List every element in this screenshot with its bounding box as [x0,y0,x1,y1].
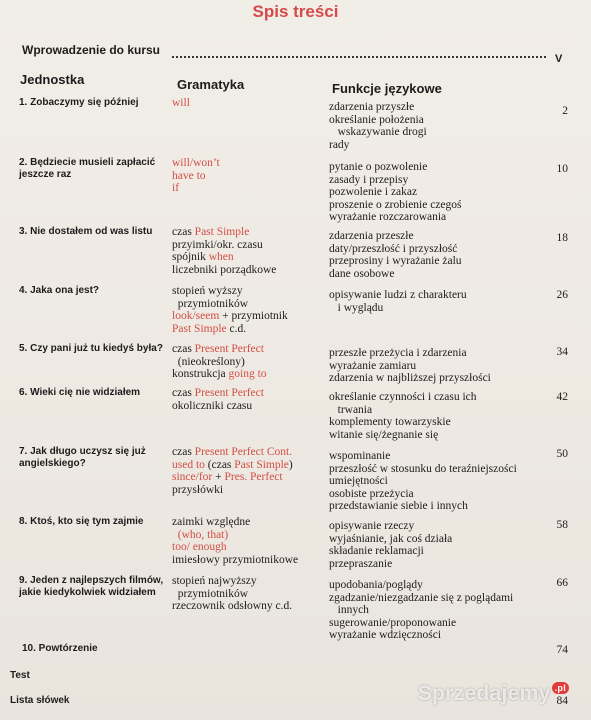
function-line: określanie położenia [329,113,424,126]
functions-cell [329,289,467,314]
functions-cell [329,101,427,151]
function-line: określanie czynności i czasu ich [329,391,477,403]
grammar-line [172,400,264,413]
grammar-text: rzeczownik odsłowny c.d. [172,600,293,612]
function-line: pytanie o pozwolenie [329,161,428,173]
grammar-text: will/won’t [172,157,220,169]
grammar-line [172,323,288,336]
grammar-line [172,239,276,252]
grammar-text: have to [172,169,206,182]
function-line: zgadzanie/niezgadzanie się z poglądami [329,591,514,604]
grammar-text: stopień najwyższy [172,575,257,587]
function-line: przeprosiny i wyrażanie żalu [329,255,462,267]
page-number: 34 [556,346,568,358]
grammar-cell [172,285,288,335]
grammar-text: Past Simple [172,322,227,335]
grammar-cell [172,516,298,566]
grammar-text: if [172,182,180,194]
function-line: komplementy towarzyskie [329,416,451,428]
functions-cell [329,230,462,280]
functions-cell [329,391,477,441]
page-number: 10 [556,163,568,175]
grammar-line [172,264,276,277]
grammar-text: + [212,471,225,483]
grammar-line [172,588,292,601]
function-line: umiejętności [329,475,388,487]
grammar-line [172,471,293,484]
grammar-line [172,97,190,110]
grammar-text: przyimki/okr. czasu [172,238,263,251]
grammar-cell [172,157,220,195]
tail-row-label: Lista słówek [10,695,70,706]
function-line: przedstawianie siebie i innych [329,500,468,512]
watermark-logo: Sprzedajemy .pl [418,682,569,706]
grammar-text: (czas [204,458,235,471]
function-line: zdarzenia przyszłe [329,101,415,113]
unit-title: 3. Nie dostałem od was listu [19,226,153,237]
grammar-line [172,356,267,369]
grammar-line [172,368,267,381]
grammar-cell [172,97,190,110]
grammar-cell [172,226,276,276]
function-line: zdarzenia w najbliższej przyszłości [329,372,491,384]
function-line: zdarzenia przeszłe [329,230,414,242]
grammar-line [172,170,220,183]
grammar-text: too/ enough [172,541,227,553]
unit-title: 7. Jak długo uczysz się już angielskiego? [19,446,146,469]
unit-title: 1. Zobaczymy się później [19,97,139,108]
grammar-text: czas [172,387,195,399]
grammar-text: look/seem [172,310,220,322]
page-number: 26 [556,289,568,301]
function-line: opisywanie rzeczy [329,520,415,532]
grammar-text: zaimki względne [172,516,251,528]
grammar-line [172,446,293,459]
header-functions: Funkcje językowe [332,81,442,96]
page-number: 58 [556,519,568,531]
page-number: 2 [562,105,568,117]
functions-cell [329,161,462,224]
grammar-text: okoliczniki czasu [172,399,253,412]
grammar-text: will [172,97,190,109]
function-line: i wyglądu [329,301,384,314]
tail-row-label: 10. Powtórzenie [22,643,98,654]
function-line: pozwolenie i zakaz [329,186,418,198]
tail-row-page: 74 [556,644,568,656]
grammar-text: used to [172,458,205,471]
grammar-cell [172,343,267,381]
grammar-cell [172,446,293,496]
function-line: osobiste przeżycia [329,487,414,500]
grammar-text: spójnik [172,251,209,263]
header-grammar: Gramatyka [177,77,245,92]
function-line: proszenie o zrobienie czegoś [329,198,462,211]
grammar-text: ) [288,458,293,471]
grammar-text: (nieokreślony) [172,355,245,368]
page-number: 66 [556,577,568,589]
function-line: opisywanie ludzi z charakteru [329,289,467,301]
grammar-term: going to [228,368,267,380]
grammar-text: c.d. [226,322,247,335]
grammar-text: since/for [172,471,213,483]
unit-title: 5. Czy pani już tu kiedyś była? [19,343,163,354]
function-line: dane osobowe [329,267,395,280]
grammar-line [172,516,298,529]
grammar-line [172,226,276,239]
grammar-cell [172,575,292,613]
function-line: trwania [329,403,373,416]
function-line: witanie się/żegnanie się [329,428,439,441]
function-line: innych [329,604,369,616]
tail-row-label: Test [10,670,30,681]
grammar-term: Past Simple [194,226,250,238]
intro-page: V [555,53,563,65]
grammar-text: (who, that) [172,528,229,541]
grammar-line [172,459,293,472]
functions-cell [329,450,517,513]
unit-title: 6. Wieki cię nie widziałem [19,387,141,398]
function-line: przeszłe przeżycia i zdarzenia [329,347,467,359]
grammar-text: czas [172,226,195,238]
function-line: składanie reklamacji [329,545,424,557]
grammar-line [172,285,288,298]
grammar-line [172,554,298,567]
grammar-line [172,310,288,323]
grammar-term: when [208,251,234,263]
function-line: wyrażanie wdzięczności [329,629,442,641]
function-line: przeszłość w stosunku do teraźniejszości [329,462,517,475]
grammar-text: liczebniki porządkowe [172,263,277,276]
grammar-text: czas [172,446,195,458]
function-line: wskazywanie drogi [329,126,427,138]
grammar-term: Present Perfect [194,387,264,399]
page-number: 42 [556,391,568,403]
grammar-line [172,157,220,170]
unit-title: 4. Jaka ona jest? [19,285,100,296]
grammar-text: przymiotników [172,297,249,310]
function-line: wspominanie [329,450,391,462]
unit-title: 9. Jeden z najlepszych filmów, jakie kiedykolwiek widziałem [19,575,164,598]
page-number: 50 [556,448,568,460]
unit-title: 2. Będziecie musieli zapłacić jeszcze raz [19,157,156,180]
grammar-line [172,600,292,613]
grammar-text: imiesłowy przymiotnikowe [172,553,299,566]
grammar-text: konstrukcja [172,368,229,380]
function-line: wyrażanie rozczarowania [329,211,447,223]
grammar-term: Past Simple [234,458,289,471]
dot-leader [172,46,546,58]
grammar-text: przymiotników [172,587,249,600]
function-line: zasady i przepisy [329,173,409,186]
grammar-text: stopień wyższy [172,285,243,297]
grammar-text: przysłówki [172,483,224,496]
grammar-line [172,298,288,311]
grammar-line [172,387,264,400]
function-line: daty/przeszłość i przyszłość [329,242,458,255]
function-line: przepraszanie [329,557,393,570]
functions-cell [329,347,491,385]
grammar-line [172,575,292,588]
functions-cell [329,520,452,570]
grammar-text: + przymiotnik [219,310,288,322]
header-unit: Jednostka [20,72,85,87]
function-line: upodobania/poglądy [329,579,423,591]
grammar-line [172,529,298,542]
functions-cell [329,579,513,642]
grammar-term: Present Perfect Cont. [194,446,293,458]
tail-row-page: 84 [556,695,568,707]
grammar-text: czas [172,343,195,355]
grammar-line [172,251,276,264]
grammar-line [172,541,298,554]
grammar-line [172,484,293,497]
intro-label: Wprowadzenie do kursu [22,43,161,57]
grammar-line [172,343,267,356]
grammar-cell [172,387,264,412]
page-number: 18 [556,232,568,244]
unit-title: 8. Ktoś, kto się tym zajmie [19,516,144,527]
function-line: sugerowanie/proponowanie [329,616,457,629]
page-title: Spis treści [252,2,339,21]
grammar-term: Pres. Perfect [224,471,283,483]
grammar-line [172,182,220,195]
function-line: wyjaśnianie, jak coś działa [329,532,453,545]
grammar-term: Present Perfect [194,343,264,355]
function-line: rady [329,138,350,151]
function-line: wyrażanie zamiaru [329,359,417,372]
